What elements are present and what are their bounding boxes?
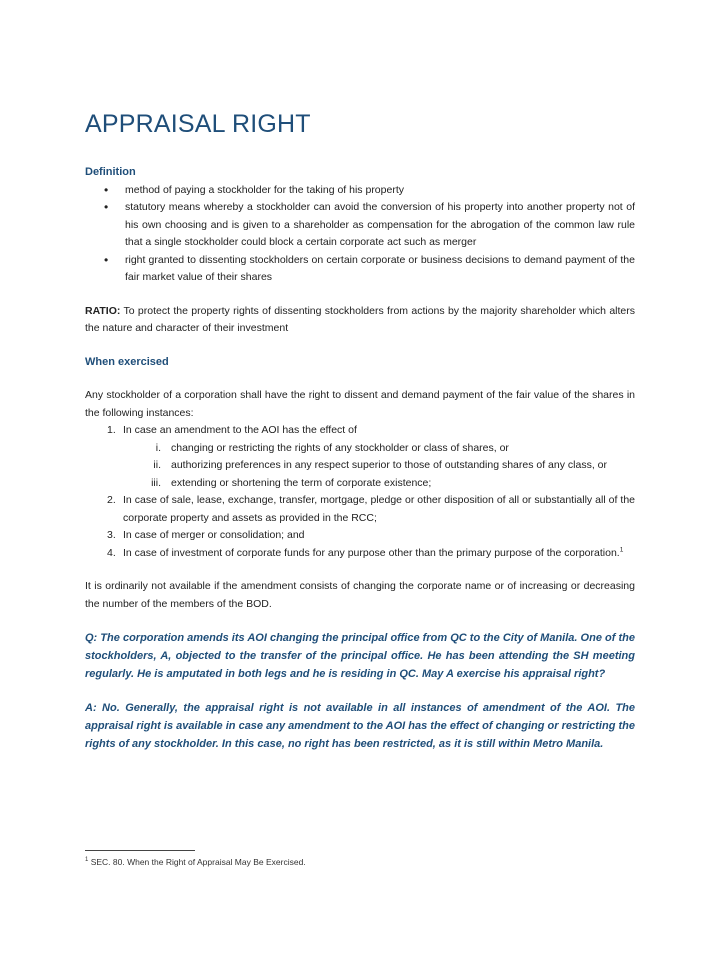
footnote — [85, 857, 306, 867]
when-exercised-heading: When exercised — [85, 355, 169, 368]
ratio-label: RATIO: — [85, 304, 121, 317]
instance-item — [107, 527, 635, 545]
footnote-text: SEC. 80. When the Right of Appraisal May Be Exercised. — [88, 857, 306, 867]
sub-instance-item — [155, 440, 635, 458]
instances-list — [85, 422, 635, 562]
answer-paragraph: A: No. Generally, the appraisal right is not available in all instances of amendment of the AOI. The appraisal right is available in case any amendment to the AOI has the effect of changing or restricting the rights of any stockholder. In this case, no right has been restricted, as it is still within Metro Manila. — [85, 702, 635, 750]
sub-instance-number: ii. — [153, 459, 161, 471]
instance-number: 2. — [107, 494, 116, 506]
footnote-number: 1 — [85, 857, 89, 864]
instance-text: In case of merger or consolidation; and — [123, 529, 305, 541]
instance-item — [107, 492, 635, 527]
sub-instances-list — [123, 440, 635, 493]
instance-text: In case an amendment to the AOI has the effect of — [123, 424, 357, 436]
definition-list — [85, 182, 635, 287]
instance-number: 3. — [107, 529, 116, 541]
footnote-reference[interactable]: 1 — [619, 546, 624, 553]
instance-item — [107, 422, 635, 492]
sub-instance-number: iii. — [151, 476, 161, 489]
definition-item: • right granted to dissenting stockholders on certain corporate or business decisions to demand payment of the fair market value of their shares — [125, 252, 635, 287]
ratio-text: To protect the property rights of dissenting stockholders from actions by the majority shareholder which alters the nature and character of their investment — [85, 304, 635, 334]
sub-instance-text: extending or shortening the term of corporate existence; — [171, 476, 432, 489]
footnote-divider — [85, 850, 195, 851]
sub-instance-text: authorizing preferences in any respect superior to those of outstanding shares of any class, or — [171, 459, 607, 471]
document-body — [85, 164, 635, 753]
instance-item — [107, 545, 635, 563]
instance-number: 4. — [107, 546, 116, 559]
definition-item: • statutory means whereby a stockholder can avoid the conversion of his property into another property not of his own choosing and is given to a shareholder as compensation for the abrogation of the common law rule that a single stockholder could block a certain corporate act such as merger — [125, 199, 635, 252]
sub-instance-text: changing or restricting the rights of any stockholder or class of shares, or — [171, 441, 509, 454]
exception-note: It is ordinarily not available if the amendment consists of changing the corporate name or of increasing or decreasing the number of the members of the BOD. — [85, 580, 635, 610]
question-paragraph: Q: The corporation amends its AOI changing the principal office from QC to the City of Manila. One of the stockholders, A, objected to the transfer of the principal office. He has been attending the SH meeting regularly. He is amputated in both legs and he is residing in QC. May A exercise his appraisal right? — [85, 632, 635, 680]
page-title: APPRAISAL RIGHT — [85, 110, 311, 138]
instance-text: In case of investment of corporate funds for any purpose other than the primary purpose of the corporation. — [123, 546, 620, 559]
definition-item: • method of paying a stockholder for the taking of his property — [125, 182, 635, 200]
ratio-paragraph — [85, 303, 635, 338]
sub-instance-item — [151, 475, 635, 493]
definition-heading: Definition — [85, 166, 136, 178]
instance-text: In case of sale, lease, exchange, transfer, mortgage, pledge or other disposition of all or substantially all of the corporate property and assets as provided in the RCC; — [123, 494, 635, 524]
sub-instance-number: i. — [155, 441, 161, 454]
instances-intro: Any stockholder of a corporation shall have the right to dissent and demand payment of the fair value of the shares in the following instances: — [85, 389, 635, 419]
sub-instance-item — [153, 457, 635, 475]
instance-number: 1. — [107, 424, 116, 436]
